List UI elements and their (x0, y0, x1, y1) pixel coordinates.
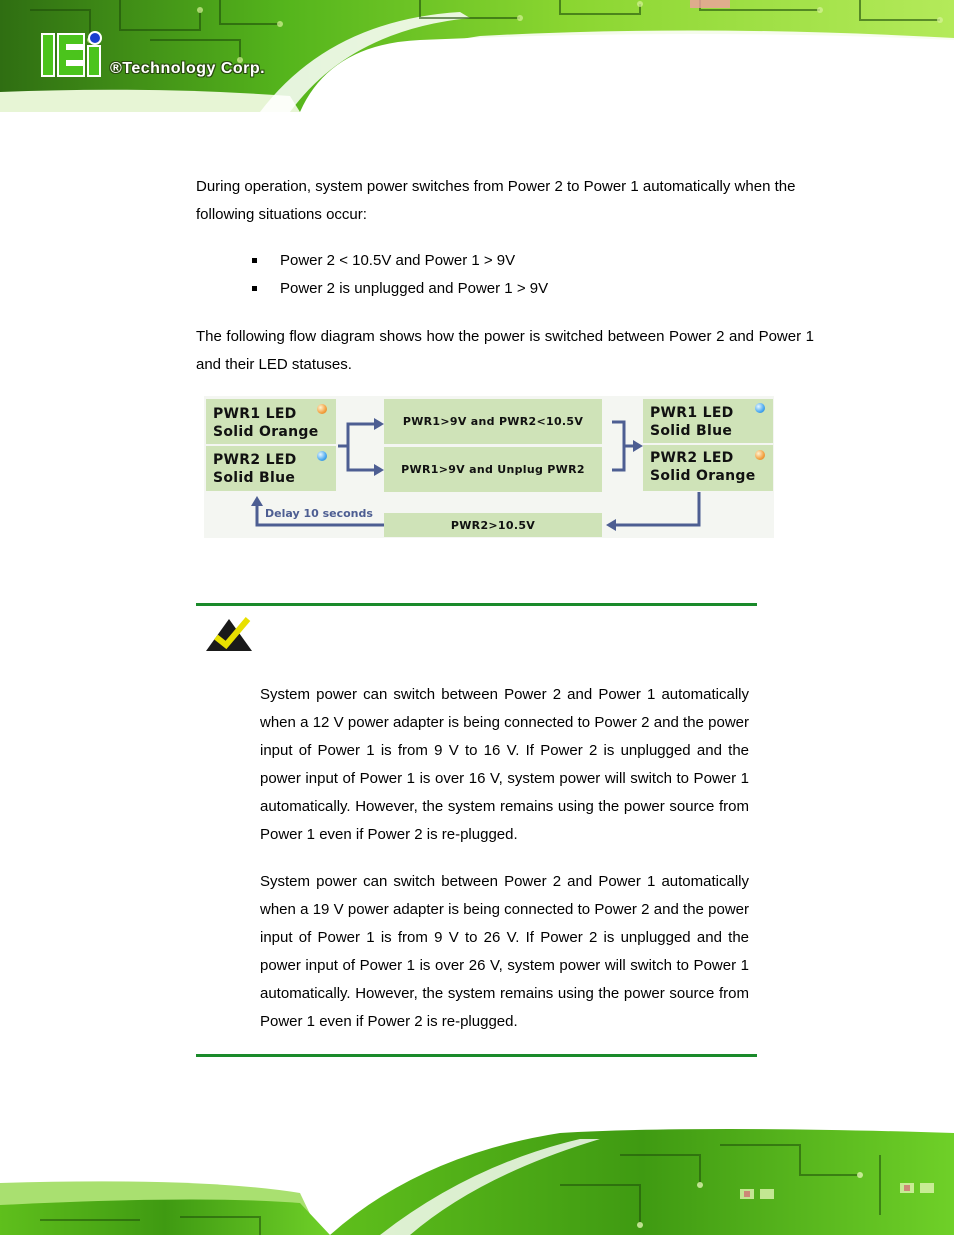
return-condition-box: PWR2>10.5V (384, 513, 602, 537)
note-bottom-divider (196, 1054, 757, 1057)
blue-led-icon (317, 451, 327, 461)
orange-led-icon (755, 450, 765, 460)
note-paragraph-1: System power can switch between Power 2 and Power 1 automatically when a 12 V power adapter is being connected to Power 2 and the power input of Power 1 is from 9 V to 16 V. If Power 2 is unplugged and the power input of Power 1 is over 16 V, system power will switch to Power 1 automatically. However, the system remains using the power source from Power 1 even if Power 2 is re-plugged. (260, 686, 749, 843)
left-pwr2-led-box: PWR2 LED Solid Blue (206, 446, 336, 491)
note-top-divider (196, 603, 757, 606)
right-pwr1-led-box: PWR1 LED Solid Blue (643, 399, 773, 443)
list-item: Power 2 is unplugged and Power 1 > 9V (252, 275, 548, 303)
checkmark-note-icon (204, 613, 254, 653)
header-banner (0, 0, 954, 112)
company-name: ®Technology Corp. (110, 60, 266, 77)
circuit-board-banner (0, 0, 954, 112)
situation-list (252, 247, 548, 303)
footer-banner (0, 1125, 954, 1235)
condition-low-voltage-box: PWR1>9V and PWR2<10.5V (384, 399, 602, 444)
list-item: Power 2 < 10.5V and Power 1 > 9V (252, 247, 548, 275)
right-pwr2-led-box: PWR2 LED Solid Orange (643, 445, 773, 491)
intro-paragraph: During operation, system power switches from Power 2 to Power 1 automatically when the following situations occur: (196, 178, 796, 223)
note-paragraph-2: System power can switch between Power 2 and Power 1 automatically when a 19 V power adapter is being connected to Power 2 and the power input of Power 1 is from 9 V to 26 V. If Power 2 is unplugged and the power input of Power 1 is over 26 V, system power will switch to Power 1 automatically. However, the system remains using the power source from Power 1 even if Power 2 is re-plugged. (260, 873, 749, 1030)
iei-logo-icon (42, 32, 101, 76)
condition-unplug-box: PWR1>9V and Unplug PWR2 (384, 447, 602, 492)
left-pwr1-led-box: PWR1 LED Solid Orange (206, 399, 336, 444)
bullet-square-icon (252, 286, 257, 291)
bullet-square-icon (252, 258, 257, 263)
power-switch-flow-diagram (196, 390, 776, 540)
blue-led-icon (755, 403, 765, 413)
circuit-board-footer (0, 1125, 954, 1235)
orange-led-icon (317, 404, 327, 414)
delay-label: Delay 10 seconds (265, 507, 373, 520)
flow-intro-paragraph: The following flow diagram shows how the power is switched between Power 2 and Power 1 and their LED statuses. (196, 328, 814, 373)
